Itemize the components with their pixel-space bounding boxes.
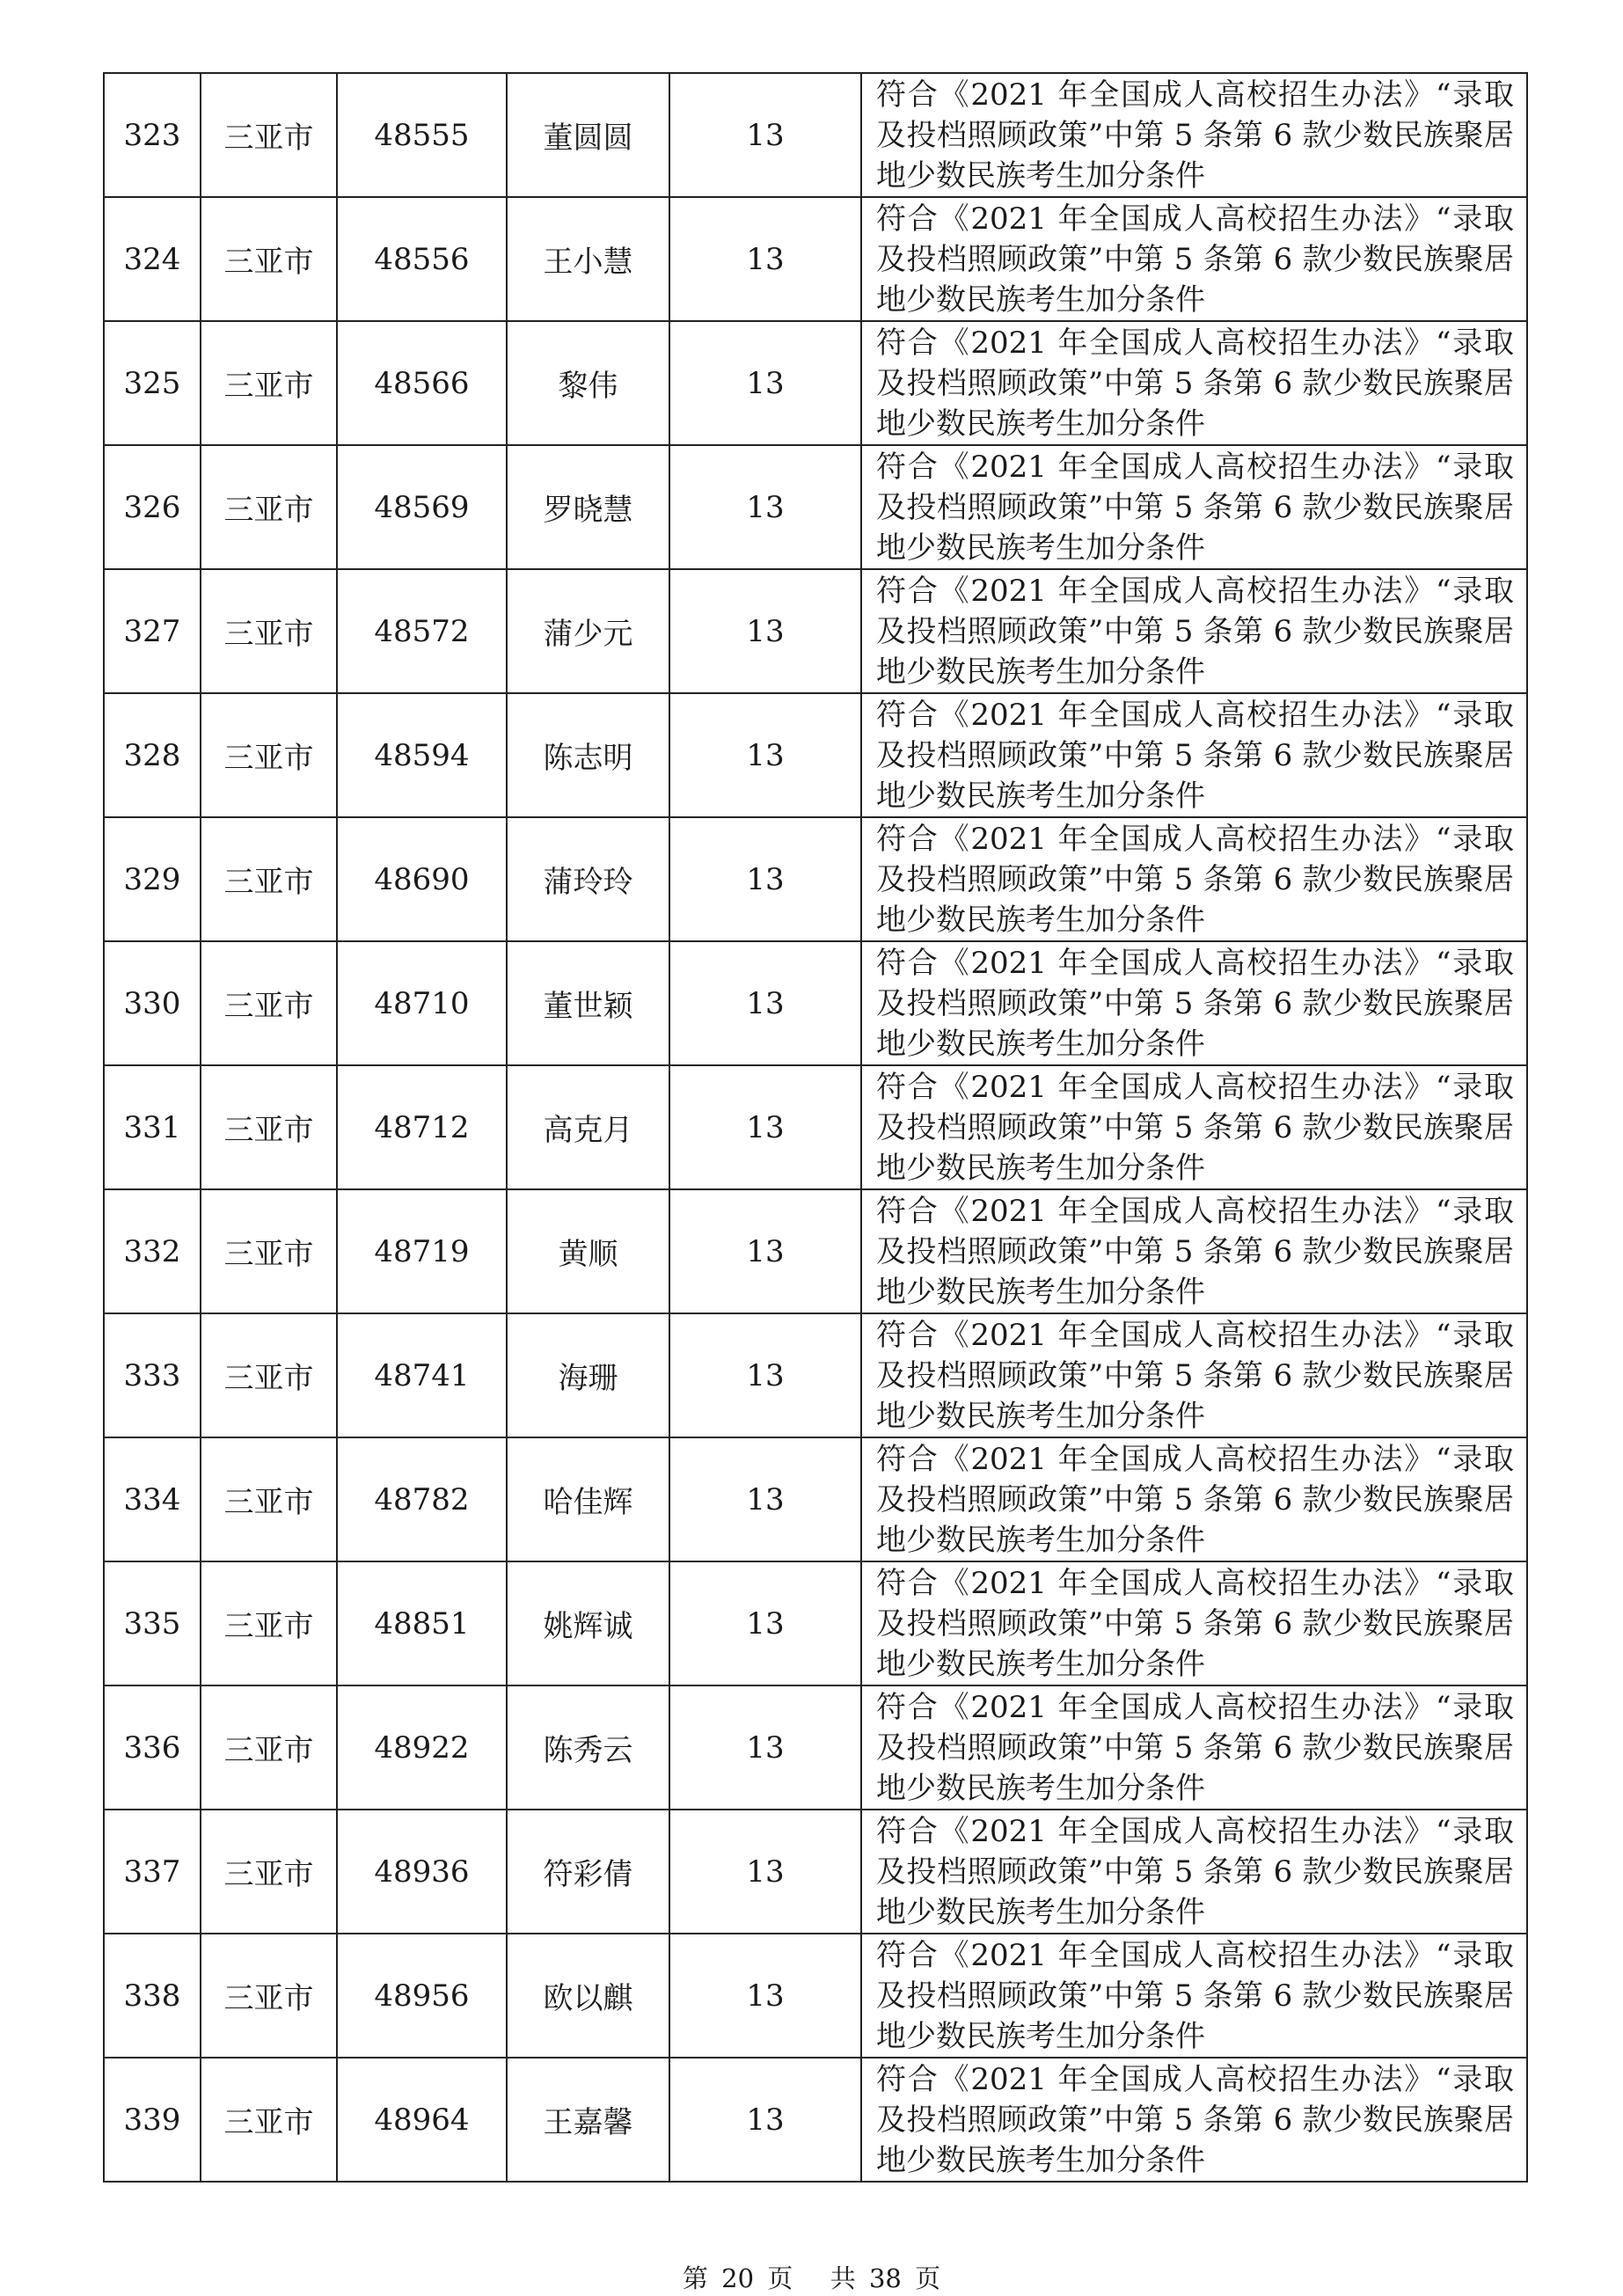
bonus-score-cell: 13 bbox=[669, 569, 861, 693]
table-row bbox=[104, 1313, 1527, 1437]
exam-id-cell: 48964 bbox=[337, 2058, 507, 2182]
eligibility-note-cell: 符合《2021 年全国成人高校招生办法》“录取及投档照顾政策”中第 5 条第 6 款少数民族聚居地少数民族考生加分条件 bbox=[861, 941, 1527, 1065]
row-number-cell: 329 bbox=[104, 817, 201, 941]
footer-page-unit: 页 bbox=[767, 2263, 793, 2293]
city-cell: 三亚市 bbox=[201, 817, 337, 941]
table-row bbox=[104, 569, 1527, 693]
eligibility-note-cell: 符合《2021 年全国成人高校招生办法》“录取及投档照顾政策”中第 5 条第 6 款少数民族聚居地少数民族考生加分条件 bbox=[861, 321, 1527, 445]
eligibility-note-cell: 符合《2021 年全国成人高校招生办法》“录取及投档照顾政策”中第 5 条第 6 款少数民族聚居地少数民族考生加分条件 bbox=[861, 569, 1527, 693]
bonus-score-cell: 13 bbox=[669, 2058, 861, 2182]
exam-id-cell: 48956 bbox=[337, 1934, 507, 2058]
row-number-cell: 332 bbox=[104, 1189, 201, 1313]
footer-prefix: 第 bbox=[682, 2263, 708, 2293]
candidate-name-cell: 高克月 bbox=[507, 1065, 669, 1189]
bonus-score-cell: 13 bbox=[669, 1437, 861, 1561]
row-number-cell: 323 bbox=[104, 73, 201, 197]
eligibility-note-cell: 符合《2021 年全国成人高校招生办法》“录取及投档照顾政策”中第 5 条第 6 款少数民族聚居地少数民族考生加分条件 bbox=[861, 1065, 1527, 1189]
candidate-name-cell: 海珊 bbox=[507, 1313, 669, 1437]
exam-id-cell: 48936 bbox=[337, 1810, 507, 1934]
exam-id-cell: 48719 bbox=[337, 1189, 507, 1313]
bonus-score-cell: 13 bbox=[669, 941, 861, 1065]
table-row bbox=[104, 445, 1527, 569]
row-number-cell: 324 bbox=[104, 197, 201, 321]
city-cell: 三亚市 bbox=[201, 941, 337, 1065]
total-page-number: 38 bbox=[868, 2263, 902, 2293]
row-number-cell: 326 bbox=[104, 445, 201, 569]
row-number-cell: 335 bbox=[104, 1561, 201, 1685]
table-row bbox=[104, 1189, 1527, 1313]
candidate-name-cell: 姚辉诚 bbox=[507, 1561, 669, 1685]
city-cell: 三亚市 bbox=[201, 569, 337, 693]
candidate-name-cell: 陈志明 bbox=[507, 693, 669, 817]
city-cell: 三亚市 bbox=[201, 1685, 337, 1810]
table-row bbox=[104, 1437, 1527, 1561]
candidate-name-cell: 王小慧 bbox=[507, 197, 669, 321]
candidate-name-cell: 符彩倩 bbox=[507, 1810, 669, 1934]
table-row bbox=[104, 1810, 1527, 1934]
bonus-score-cell: 13 bbox=[669, 1313, 861, 1437]
city-cell: 三亚市 bbox=[201, 1065, 337, 1189]
city-cell: 三亚市 bbox=[201, 1313, 337, 1437]
candidate-name-cell: 哈佳辉 bbox=[507, 1437, 669, 1561]
exam-id-cell: 48572 bbox=[337, 569, 507, 693]
exam-id-cell: 48566 bbox=[337, 321, 507, 445]
eligibility-note-cell: 符合《2021 年全国成人高校招生办法》“录取及投档照顾政策”中第 5 条第 6 款少数民族聚居地少数民族考生加分条件 bbox=[861, 1934, 1527, 2058]
exam-id-cell: 48782 bbox=[337, 1437, 507, 1561]
candidate-name-cell: 蒲少元 bbox=[507, 569, 669, 693]
city-cell: 三亚市 bbox=[201, 1561, 337, 1685]
bonus-score-cell: 13 bbox=[669, 1561, 861, 1685]
eligibility-note-cell: 符合《2021 年全国成人高校招生办法》“录取及投档照顾政策”中第 5 条第 6 款少数民族聚居地少数民族考生加分条件 bbox=[861, 2058, 1527, 2182]
table-row bbox=[104, 941, 1527, 1065]
eligibility-note-cell: 符合《2021 年全国成人高校招生办法》“录取及投档照顾政策”中第 5 条第 6 款少数民族聚居地少数民族考生加分条件 bbox=[861, 1685, 1527, 1810]
row-number-cell: 331 bbox=[104, 1065, 201, 1189]
exam-id-cell: 48922 bbox=[337, 1685, 507, 1810]
eligibility-note-cell: 符合《2021 年全国成人高校招生办法》“录取及投档照顾政策”中第 5 条第 6 款少数民族聚居地少数民族考生加分条件 bbox=[861, 1561, 1527, 1685]
table-row bbox=[104, 2058, 1527, 2182]
table-row bbox=[104, 321, 1527, 445]
city-cell: 三亚市 bbox=[201, 445, 337, 569]
city-cell: 三亚市 bbox=[201, 73, 337, 197]
table-row bbox=[104, 817, 1527, 941]
row-number-cell: 330 bbox=[104, 941, 201, 1065]
row-number-cell: 336 bbox=[104, 1685, 201, 1810]
eligibility-note-cell: 符合《2021 年全国成人高校招生办法》“录取及投档照顾政策”中第 5 条第 6 款少数民族聚居地少数民族考生加分条件 bbox=[861, 1189, 1527, 1313]
table-row bbox=[104, 1065, 1527, 1189]
bonus-score-cell: 13 bbox=[669, 73, 861, 197]
row-number-cell: 333 bbox=[104, 1313, 201, 1437]
bonus-score-cell: 13 bbox=[669, 445, 861, 569]
bonus-score-cell: 13 bbox=[669, 817, 861, 941]
city-cell: 三亚市 bbox=[201, 693, 337, 817]
table-row bbox=[104, 73, 1527, 197]
bonus-score-cell: 13 bbox=[669, 321, 861, 445]
candidate-name-cell: 黎伟 bbox=[507, 321, 669, 445]
city-cell: 三亚市 bbox=[201, 1810, 337, 1934]
bonus-score-cell: 13 bbox=[669, 693, 861, 817]
table-row bbox=[104, 693, 1527, 817]
bonus-points-table bbox=[103, 72, 1528, 2183]
eligibility-note-cell: 符合《2021 年全国成人高校招生办法》“录取及投档照顾政策”中第 5 条第 6 款少数民族聚居地少数民族考生加分条件 bbox=[861, 1313, 1527, 1437]
bonus-score-cell: 13 bbox=[669, 197, 861, 321]
row-number-cell: 325 bbox=[104, 321, 201, 445]
exam-id-cell: 48712 bbox=[337, 1065, 507, 1189]
bonus-score-cell: 13 bbox=[669, 1065, 861, 1189]
exam-id-cell: 48851 bbox=[337, 1561, 507, 1685]
footer-total-unit: 页 bbox=[915, 2263, 941, 2293]
candidate-name-cell: 陈秀云 bbox=[507, 1685, 669, 1810]
candidate-name-cell: 董圆圆 bbox=[507, 73, 669, 197]
exam-id-cell: 48741 bbox=[337, 1313, 507, 1437]
eligibility-note-cell: 符合《2021 年全国成人高校招生办法》“录取及投档照顾政策”中第 5 条第 6 款少数民族聚居地少数民族考生加分条件 bbox=[861, 197, 1527, 321]
eligibility-note-cell: 符合《2021 年全国成人高校招生办法》“录取及投档照顾政策”中第 5 条第 6 款少数民族聚居地少数民族考生加分条件 bbox=[861, 73, 1527, 197]
table-row bbox=[104, 1561, 1527, 1685]
exam-id-cell: 48555 bbox=[337, 73, 507, 197]
bonus-score-cell: 13 bbox=[669, 1685, 861, 1810]
city-cell: 三亚市 bbox=[201, 197, 337, 321]
eligibility-note-cell: 符合《2021 年全国成人高校招生办法》“录取及投档照顾政策”中第 5 条第 6 款少数民族聚居地少数民族考生加分条件 bbox=[861, 1437, 1527, 1561]
table-row bbox=[104, 1685, 1527, 1810]
exam-id-cell: 48594 bbox=[337, 693, 507, 817]
row-number-cell: 338 bbox=[104, 1934, 201, 2058]
row-number-cell: 328 bbox=[104, 693, 201, 817]
eligibility-note-cell: 符合《2021 年全国成人高校招生办法》“录取及投档照顾政策”中第 5 条第 6 款少数民族聚居地少数民族考生加分条件 bbox=[861, 445, 1527, 569]
exam-id-cell: 48710 bbox=[337, 941, 507, 1065]
candidate-name-cell: 蒲玲玲 bbox=[507, 817, 669, 941]
bonus-score-cell: 13 bbox=[669, 1189, 861, 1313]
eligibility-note-cell: 符合《2021 年全国成人高校招生办法》“录取及投档照顾政策”中第 5 条第 6 款少数民族聚居地少数民族考生加分条件 bbox=[861, 817, 1527, 941]
exam-id-cell: 48690 bbox=[337, 817, 507, 941]
city-cell: 三亚市 bbox=[201, 1437, 337, 1561]
candidate-name-cell: 黄顺 bbox=[507, 1189, 669, 1313]
city-cell: 三亚市 bbox=[201, 2058, 337, 2182]
exam-id-cell: 48556 bbox=[337, 197, 507, 321]
row-number-cell: 334 bbox=[104, 1437, 201, 1561]
row-number-cell: 337 bbox=[104, 1810, 201, 1934]
bonus-score-cell: 13 bbox=[669, 1934, 861, 2058]
candidate-name-cell: 罗晓慧 bbox=[507, 445, 669, 569]
eligibility-note-cell: 符合《2021 年全国成人高校招生办法》“录取及投档照顾政策”中第 5 条第 6 款少数民族聚居地少数民族考生加分条件 bbox=[861, 693, 1527, 817]
row-number-cell: 339 bbox=[104, 2058, 201, 2182]
bonus-score-cell: 13 bbox=[669, 1810, 861, 1934]
candidate-name-cell: 欧以麒 bbox=[507, 1934, 669, 2058]
candidate-name-cell: 王嘉馨 bbox=[507, 2058, 669, 2182]
current-page-number: 20 bbox=[721, 2263, 755, 2293]
city-cell: 三亚市 bbox=[201, 1189, 337, 1313]
row-number-cell: 327 bbox=[104, 569, 201, 693]
candidate-name-cell: 董世颖 bbox=[507, 941, 669, 1065]
exam-id-cell: 48569 bbox=[337, 445, 507, 569]
city-cell: 三亚市 bbox=[201, 1934, 337, 2058]
page-footer bbox=[0, 2259, 1623, 2295]
city-cell: 三亚市 bbox=[201, 321, 337, 445]
eligibility-note-cell: 符合《2021 年全国成人高校招生办法》“录取及投档照顾政策”中第 5 条第 6 款少数民族聚居地少数民族考生加分条件 bbox=[861, 1810, 1527, 1934]
table-row bbox=[104, 197, 1527, 321]
footer-total-prefix: 共 bbox=[830, 2263, 856, 2293]
table-row bbox=[104, 1934, 1527, 2058]
table-body bbox=[104, 73, 1527, 2182]
